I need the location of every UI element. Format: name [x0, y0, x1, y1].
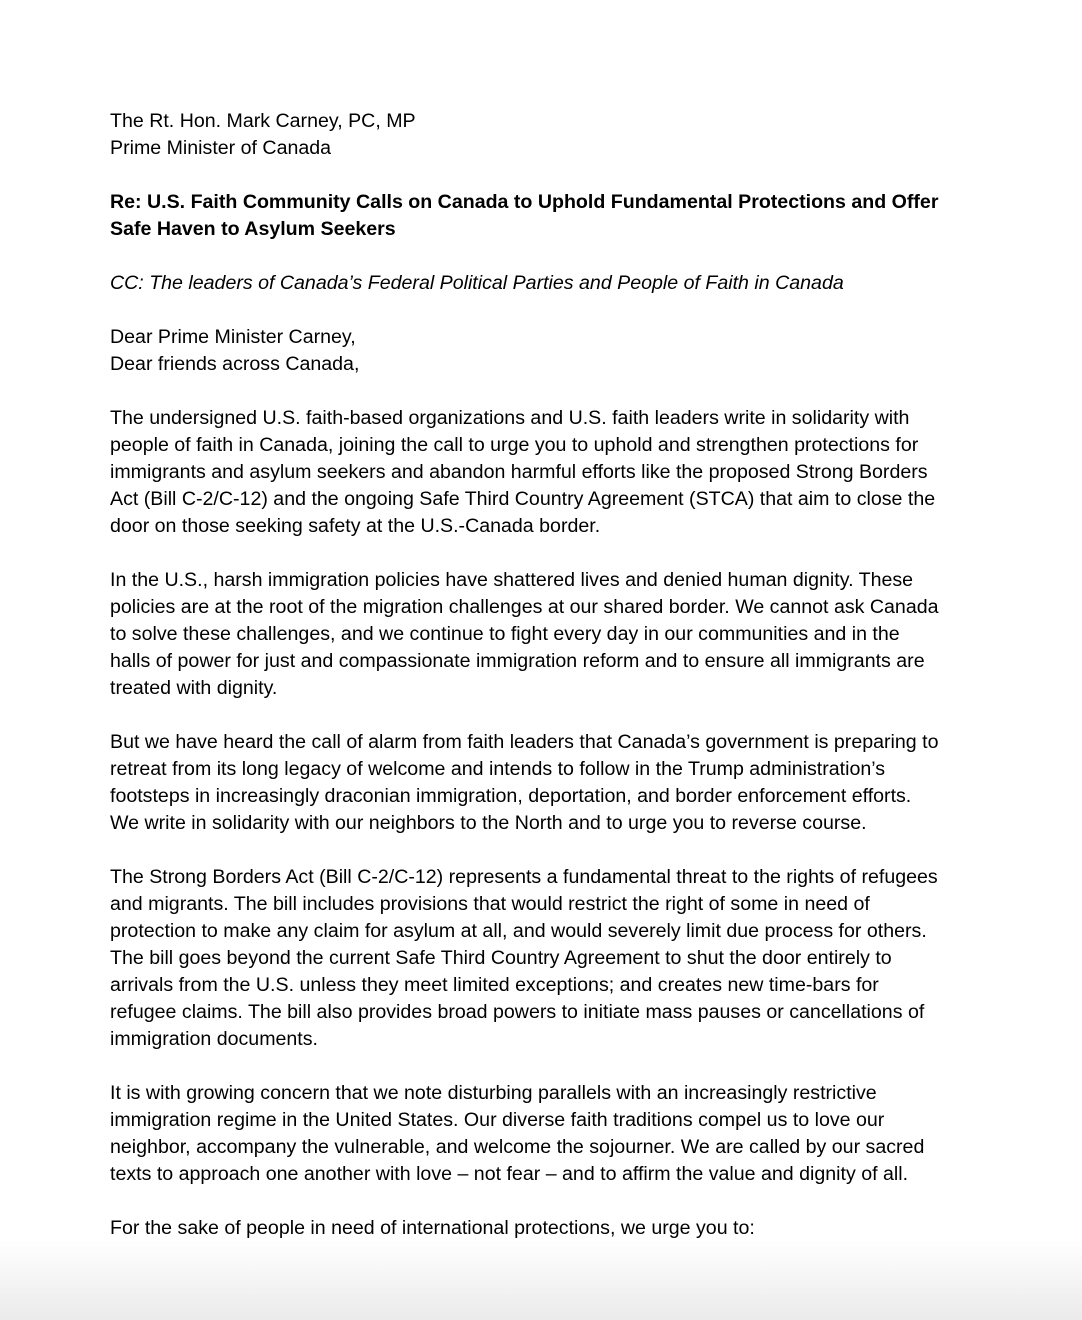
- salutation-line-1: Dear Prime Minister Carney,: [110, 326, 356, 348]
- subject-line-1: Re: U.S. Faith Community Calls on Canada to Uphold Fundamental Protections and Offer: [110, 191, 939, 213]
- letter-paragraphs: [110, 405, 990, 1242]
- paragraph-line: immigration regime in the United States. Our diverse faith traditions compel us to love our: [110, 1109, 885, 1131]
- paragraph-line: people of faith in Canada, joining the call to urge you to uphold and strengthen protections for: [110, 434, 919, 456]
- cc-text: CC: The leaders of Canada’s Federal Political Parties and People of Faith in Canada: [110, 272, 844, 294]
- body-paragraph: [110, 1080, 990, 1188]
- paragraph-line: For the sake of people in need of international protections, we urge you to:: [110, 1217, 755, 1239]
- paragraph-line: Act (Bill C-2/C-12) and the ongoing Safe Third Country Agreement (STCA) that aim to close the: [110, 488, 936, 510]
- paragraph-line: halls of power for just and compassionate immigration reform and to ensure all immigrants are: [110, 650, 925, 672]
- salutation: [110, 324, 990, 378]
- body-paragraph: [110, 567, 990, 702]
- paragraph-line: The Strong Borders Act (Bill C-2/C-12) represents a fundamental threat to the rights of refugees: [110, 866, 938, 888]
- paragraph-line: In the U.S., harsh immigration policies have shattered lives and denied human dignity. These: [110, 569, 914, 591]
- body-paragraph: [110, 729, 990, 837]
- bottom-shadow: [0, 1240, 1082, 1320]
- paragraph-line: refugee claims. The bill also provides broad powers to initiate mass pauses or cancellations of: [110, 1001, 925, 1023]
- paragraph-line: The undersigned U.S. faith-based organizations and U.S. faith leaders write in solidarity with: [110, 407, 910, 429]
- paragraph-line: The bill goes beyond the current Safe Third Country Agreement to shut the door entirely to: [110, 947, 892, 969]
- subject-line: [110, 189, 990, 243]
- paragraph-line: immigration documents.: [110, 1028, 318, 1050]
- paragraph-line: We write in solidarity with our neighbors to the North and to urge you to reverse course.: [110, 812, 867, 834]
- paragraph-line: It is with growing concern that we note disturbing parallels with an increasingly restrictive: [110, 1082, 877, 1104]
- paragraph-line: treated with dignity.: [110, 677, 278, 699]
- letter-body: [110, 108, 990, 1269]
- paragraph-line: and migrants. The bill includes provisions that would restrict the right of some in need of: [110, 893, 870, 915]
- paragraph-line: policies are at the root of the migration challenges at our shared border. We cannot ask Canada: [110, 596, 939, 618]
- paragraph-line: immigrants and asylum seekers and abandon harmful efforts like the proposed Strong Borders: [110, 461, 928, 483]
- paragraph-line: door on those seeking safety at the U.S.-Canada border.: [110, 515, 601, 537]
- cc-line: [110, 270, 990, 297]
- paragraph-line: retreat from its long legacy of welcome and intends to follow in the Trump administration’s: [110, 758, 886, 780]
- recipient-block: [110, 108, 990, 162]
- paragraph-line: texts to approach one another with love – not fear – and to affirm the value and dignity of all.: [110, 1163, 909, 1185]
- recipient-name: The Rt. Hon. Mark Carney, PC, MP: [110, 110, 416, 132]
- paragraph-line: to solve these challenges, and we continue to fight every day in our communities and in the: [110, 623, 900, 645]
- body-paragraph: [110, 1215, 990, 1242]
- paragraph-line: neighbor, accompany the vulnerable, and welcome the sojourner. We are called by our sacred: [110, 1136, 925, 1158]
- subject-line-2: Safe Haven to Asylum Seekers: [110, 218, 396, 240]
- body-paragraph: [110, 864, 990, 1053]
- paragraph-line: arrivals from the U.S. unless they meet limited exceptions; and creates new time-bars for: [110, 974, 879, 996]
- salutation-line-2: Dear friends across Canada,: [110, 353, 360, 375]
- recipient-title: Prime Minister of Canada: [110, 137, 332, 159]
- paragraph-line: protection to make any claim for asylum at all, and would severely limit due process for others.: [110, 920, 927, 942]
- paragraph-line: footsteps in increasingly draconian immigration, deportation, and border enforcement efforts.: [110, 785, 912, 807]
- paragraph-line: But we have heard the call of alarm from faith leaders that Canada’s government is preparing to: [110, 731, 939, 753]
- body-paragraph: [110, 405, 990, 540]
